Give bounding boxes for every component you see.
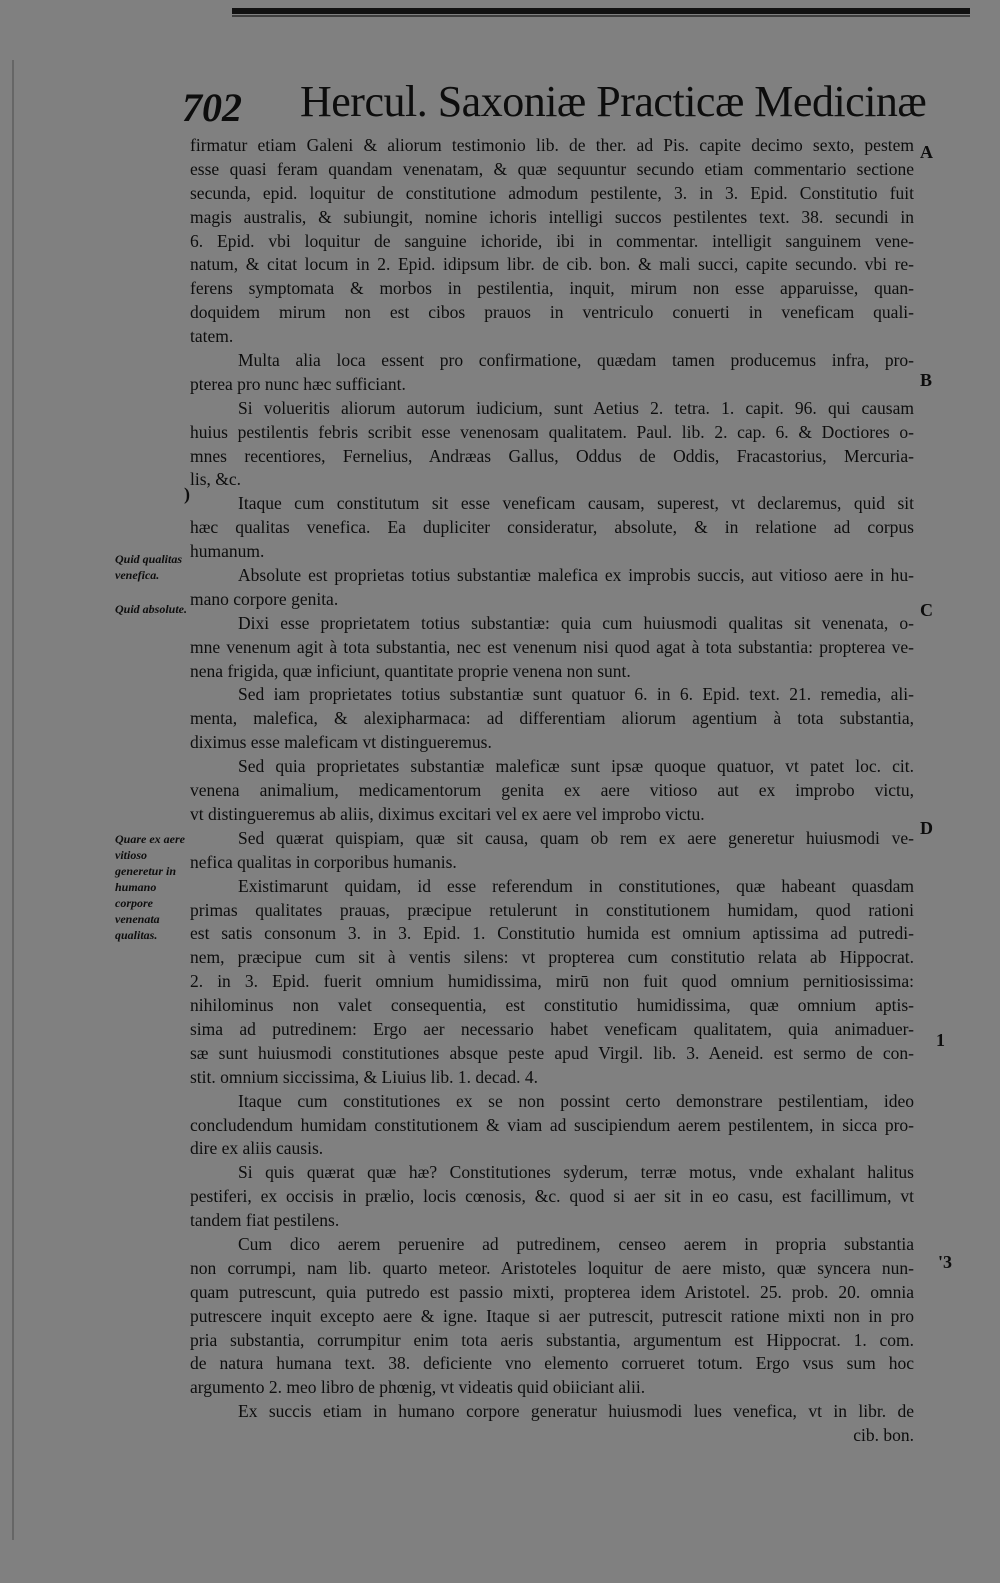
text-line: menta, malefica, & alexipharmaca: ad differentiam aliorum agentium à tota substantia,	[190, 708, 914, 729]
text-line: sæ sunt huiusmodi constitutiones absque peste apud Virgil. lib. 3. Aeneid. est sermo de con-	[190, 1042, 914, 1063]
stray-mark: '3	[938, 1252, 953, 1272]
margin-note-quare-ex-aere: Quare ex aere vitioso generetur in humano corpore venenata qualitas.	[115, 832, 185, 942]
text-line: Ex succis etiam in humano corpore generatur huiusmodi lues venefica, vt in libr. de	[238, 1401, 914, 1422]
text-line: tandem fiat pestilens.	[190, 1210, 340, 1231]
text-line: argumento 2. meo libro de phœnig, vt videatis quid obiiciant alii.	[190, 1377, 646, 1398]
text-line: de natura humana text. 38. deficiente vno elemento corrueret totum. Ergo vsus sum hoc	[190, 1353, 914, 1374]
text-line: concludendum humidam constitutionem & viam ad suscipiendum aerem pestilentem, in sicca pro-	[190, 1114, 914, 1135]
text-line: 6. Epid. vbi loquitur de sanguine ichoride, ibi in commentar. intelligit sanguinem vene-	[190, 230, 914, 251]
bracket-mark-right: 1	[936, 1030, 945, 1050]
text-line: diximus esse maleficam vt distingueremus.	[190, 732, 492, 753]
text-line: cib. bon.	[853, 1425, 914, 1446]
text-line: stit. omnium siccissima, & Liuius lib. 1. decad. 4.	[190, 1066, 539, 1087]
section-letter-a: A	[920, 142, 933, 162]
text-line: nena frigida, quæ inficiunt, quantitate proprie venena non sunt.	[190, 660, 631, 681]
text-line: primas qualitates prauas, præcipue retulerunt in constitutionem humidam, quod rationi	[190, 899, 914, 920]
page-number: 702	[182, 85, 242, 130]
text-line: putrescere inquit excepto aere & igne. Itaque si aer putrescit, putrescit ratione mixti non in pro	[190, 1305, 914, 1326]
text-line: pestiferi, ex occisis in prælio, locis cœnosis, &c. quod si aer sit in eo casu, est facillimum, vt	[190, 1186, 914, 1207]
text-line: nihilominus non valet consequentia, est constitutio humidissima, quæ omnium aptis-	[190, 995, 914, 1016]
text-line: mne venenum agit à tota substantia, nec est venenum nisi quod agat à tota substantia: propterea ve-	[190, 636, 914, 657]
margin-note-quid-absolute: Quid absolute.	[115, 602, 188, 616]
text-line: lis, &c.	[190, 469, 242, 490]
text-line: sima ad putredinem: Ergo aer necessario habet veneficam qualitatem, quia animaduer-	[190, 1018, 914, 1039]
text-line: Sed quia proprietates substantiæ maleficæ sunt ipsæ quoque quatuor, vt patet loc. cit.	[238, 756, 914, 777]
text-line: magis australis, & subiungit, nomine ichoris intelligi succos pestilentes text. 38. secundi in	[190, 206, 914, 227]
text-line: pterea pro nunc hæc sufficiant.	[190, 373, 406, 394]
page-edge-line	[12, 60, 14, 1540]
running-head: Hercul. Saxoniæ Practicæ Medicinæ	[300, 77, 927, 126]
text-line: nefica qualitas in corporibus humanis.	[190, 851, 457, 872]
text-line: Itaque cum constitutiones ex se non possint certo demonstrare pestilentiam, ideo	[238, 1090, 914, 1111]
text-line: esse quasi feram quandam venenatam, & quæ sequuntur secundo etiam commentario sectione	[190, 158, 914, 179]
text-line: Multa alia loca essent pro confirmatione, quædam tamen producemus infra, pro-	[238, 350, 914, 371]
text-line: Si quis quærat quæ hæ? Constitutiones syderum, terræ motus, vnde exhalant halitus	[238, 1162, 914, 1183]
text-line: 2. in 3. Epid. fuerit omnium humidissima, mirū non fuit quod omnium pernitiosissima:	[190, 971, 914, 992]
page-header	[182, 76, 962, 136]
text-line: mano corpore genita.	[190, 588, 339, 609]
text-line: Sed quærat quispiam, quæ sit causa, quam ob rem ex aere generetur huiusmodi ve-	[238, 827, 914, 848]
bracket-mark-left: )	[184, 484, 190, 504]
section-letter-c: C	[920, 600, 933, 620]
text-line: doquidem mirum non est cibos prauos in ventriculo conuerti in veneficam quali-	[190, 302, 914, 323]
text-line: pria substantia, corrumpitur enim tota aeris substantia, argumentum est Hippocrat. 1. com.	[190, 1329, 914, 1350]
text-line: humanum.	[190, 541, 265, 562]
text-line: Dixi esse proprietatem totius substantiæ: quia cum huiusmodi qualitas sit venenata, o-	[238, 612, 914, 633]
text-line: tatem.	[190, 326, 234, 347]
top-rule	[232, 8, 970, 14]
section-letter-b: B	[920, 370, 933, 390]
text-line: hæc qualitas venefica. Ea dupliciter consideratur, absolute, & in relatione ad corpus	[190, 517, 914, 538]
text-line: Itaque cum constitutum sit esse veneficam causam, superest, vt declaremus, quid sit	[238, 493, 914, 514]
text-line: mnes recentiores, Fernelius, Andræas Gallus, Oddus de Oddis, Fracastorius, Mercuria-	[190, 445, 914, 466]
text-line: dire ex aliis causis.	[190, 1138, 324, 1159]
text-line: est satis consonum 3. in 3. Epid. 1. Constitutio humida est omnium aptissima ad putredi-	[190, 923, 914, 944]
margin-note-quid-qualitas: Quid qualitas venefica.	[115, 552, 183, 582]
text-line: Cum dico aerem peruenire ad putredinem, censeo aerem in propria substantia	[238, 1233, 914, 1254]
section-letter-d: D	[920, 818, 933, 838]
body-text	[190, 134, 914, 1448]
text-line: Existimarunt quidam, id esse referendum in constitutiones, quæ habeant quasdam	[238, 875, 914, 896]
text-line: huius pestilentis febris scribit esse venenosam qualitatem. Paul. lib. 2. cap. 6. & Doctiores o-	[190, 421, 914, 442]
text-line: secunda, epid. loquitur de constitutione admodum pestilente, 3. in 3. Epid. Constitutio fuit	[190, 182, 914, 203]
text-line: Absolute est proprietas totius substantiæ malefica ex improbis succis, aut vitioso aere in hu-	[238, 565, 914, 586]
text-line: quam putrescunt, quia putredo est passio mixti, propterea idem Aristotel. 25. prob. 20. omnia	[190, 1281, 914, 1302]
top-rule-shadow	[232, 15, 970, 17]
text-line: natum, & citat locum in 2. Epid. idipsum libr. de cib. bon. & mali succi, capite secundo. vbi re-	[190, 254, 914, 275]
text-line: Si volueritis aliorum autorum iudicium, sunt Aetius 2. tetra. 1. capit. 96. qui causam	[238, 397, 914, 418]
text-line: ferens symptomata & morbos in pestilentia, inquit, mirum non esse apparuisse, quan-	[190, 278, 914, 299]
text-line: firmatur etiam Galeni & aliorum testimonio lib. de ther. ad Pis. capite decimo sexto, pestem	[190, 135, 914, 155]
text-line: nem, præcipue cum sit à ventis silens: vt propterea cum constitutio relata ab Hippocrat.	[190, 947, 914, 968]
text-line: vt distingueremus ab aliis, diximus excitari vel ex aere vel improbo victu.	[190, 803, 705, 824]
text-line: Sed iam proprietates totius substantiæ sunt quatuor 6. in 6. Epid. text. 21. remedia, ali-	[238, 684, 914, 705]
text-line: non corrumpi, nam lib. quarto meteor. Aristoteles loquitur de aere misto, quæ syncera nun-	[190, 1257, 914, 1278]
text-line: venena animalium, medicamentorum genita ex aere vitioso aut ex improbo victu,	[190, 780, 914, 801]
